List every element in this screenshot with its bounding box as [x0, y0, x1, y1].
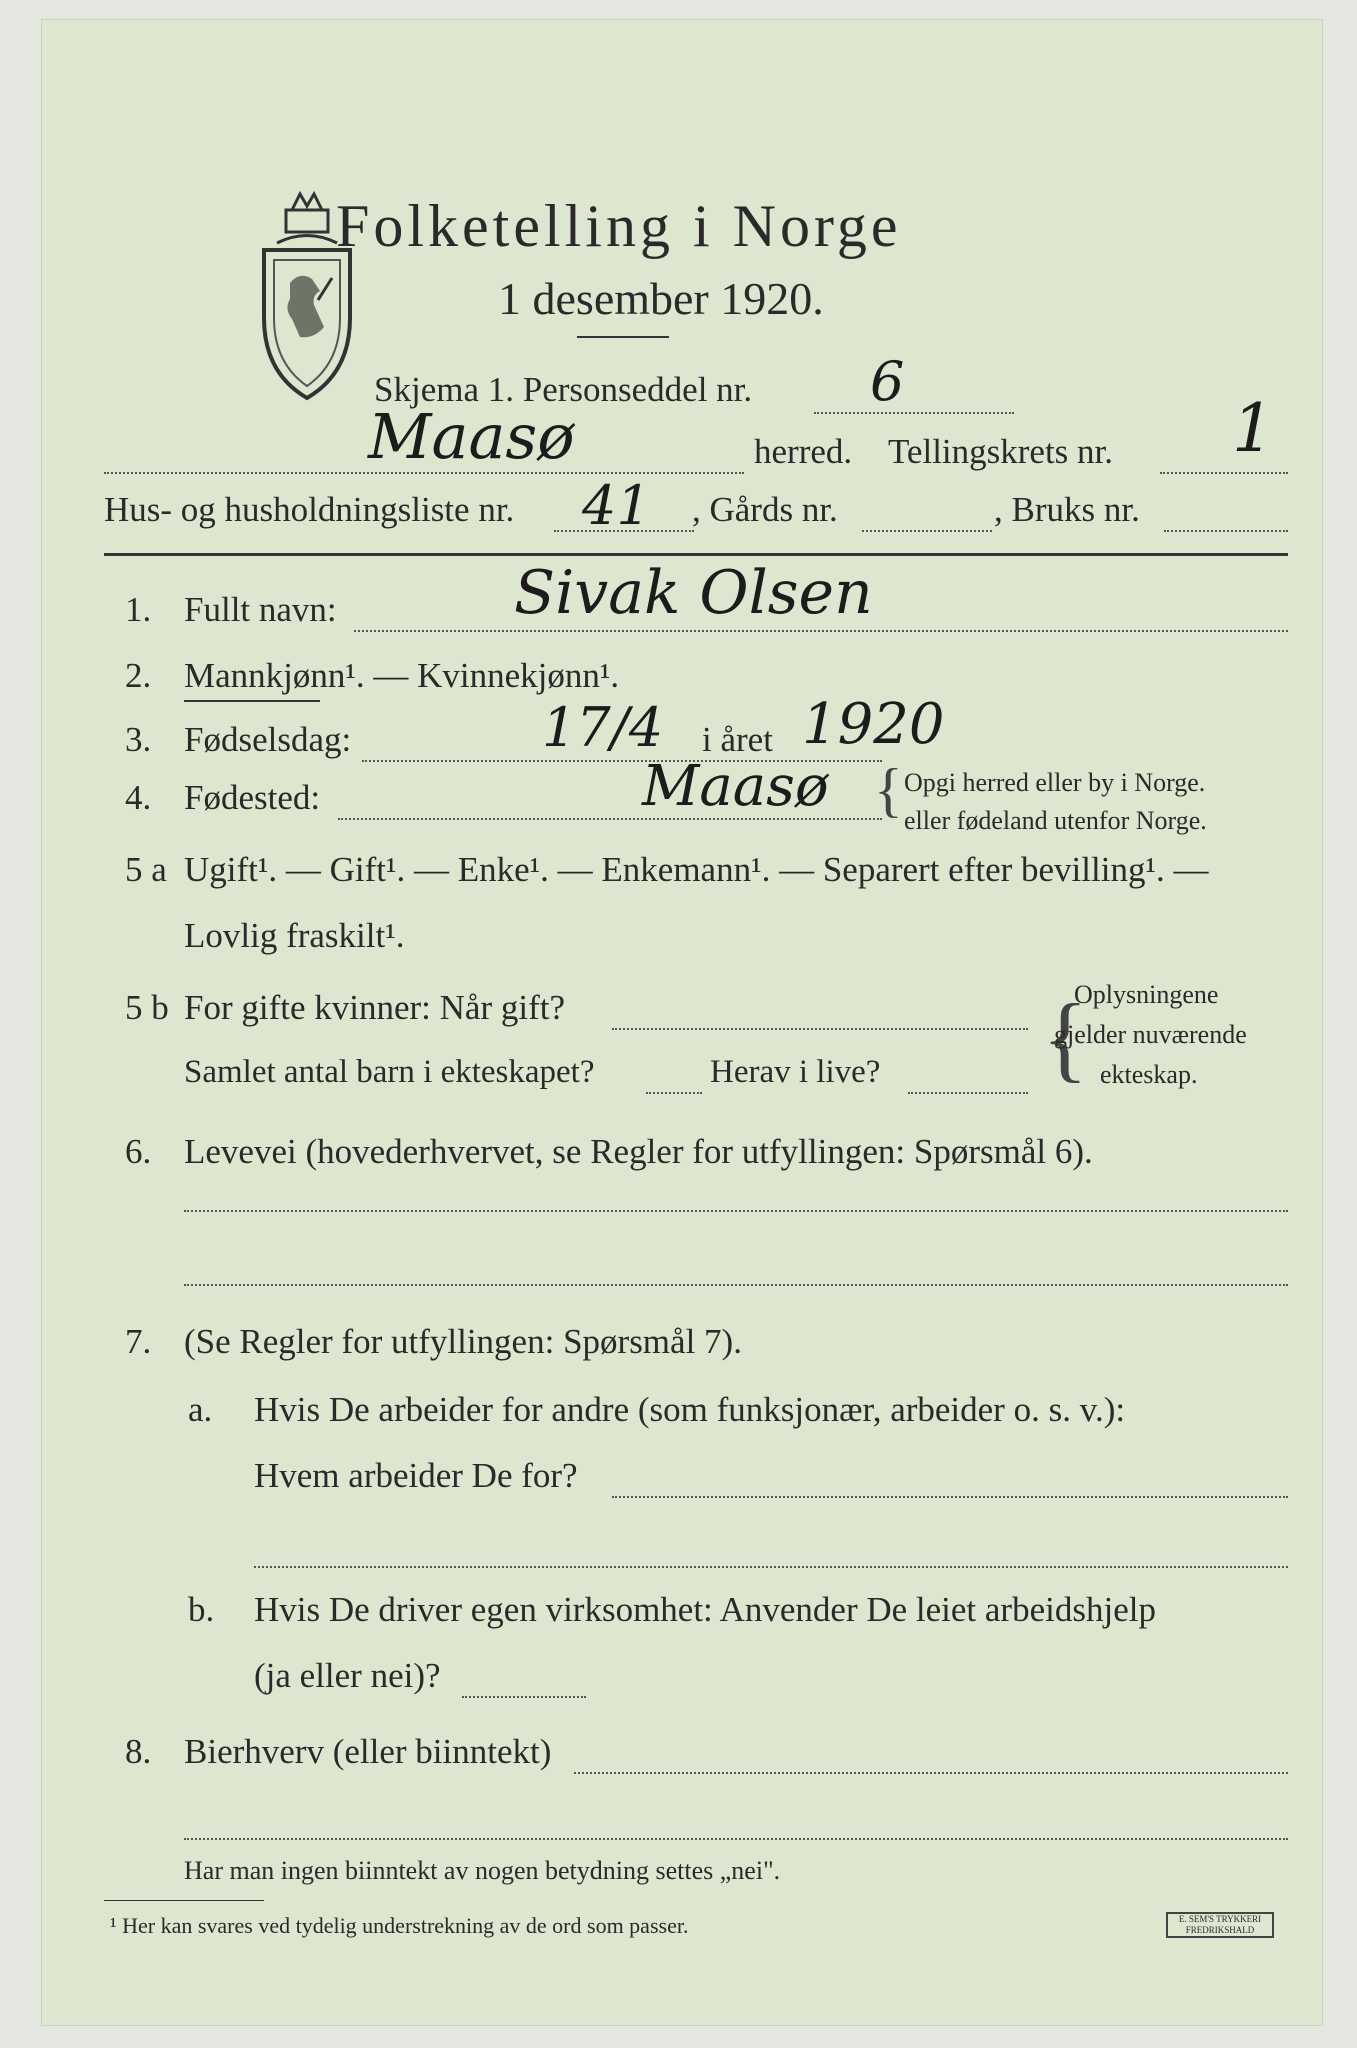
- hus-value[interactable]: 41: [582, 474, 651, 537]
- q7a-line-1: [612, 1496, 1288, 1498]
- q4-note-2: eller fødeland utenfor Norge.: [904, 806, 1207, 835]
- q1-line: [354, 630, 1288, 632]
- q1-full-name-value[interactable]: Sivak Olsen: [514, 558, 873, 628]
- bruks-label: , Bruks nr.: [994, 490, 1140, 529]
- q7b-label-2: (ja eller nei)?: [254, 1656, 441, 1695]
- q5b-alive-line: [908, 1092, 1028, 1094]
- census-form-sheet: [42, 20, 1322, 2025]
- q4-number: 4.: [125, 778, 152, 817]
- q7a-label: Hvis De arbeider for andre (som funksjonær, arbeider o. s. v.):: [254, 1390, 1126, 1429]
- q5b-alive-label: Herav i live?: [710, 1054, 881, 1090]
- q3-year-value[interactable]: 1920: [802, 692, 945, 757]
- q6-number: 6.: [125, 1132, 152, 1171]
- header-rule: [104, 553, 1288, 556]
- herred-value[interactable]: Maasø: [368, 400, 575, 473]
- q6-line-2: [184, 1284, 1288, 1286]
- footnote-rule: [104, 1900, 264, 1901]
- q4-brace: {: [874, 757, 903, 823]
- gaards-line: [862, 530, 992, 532]
- q1-number: 1.: [125, 590, 152, 629]
- tellingskrets-label: Tellingskrets nr.: [888, 432, 1114, 471]
- hus-label: Hus- og husholdningsliste nr.: [104, 490, 515, 529]
- printer-stamp: [1166, 1912, 1274, 1938]
- printer-stamp-text: E. SEM'S TRYKKERI FREDRIKSHALD: [1178, 1914, 1262, 1935]
- q4-label: Fødested:: [184, 778, 321, 817]
- q2-label: Mannkjønn¹. — Kvinnekjønn¹.: [184, 656, 620, 695]
- q5b-married-line: [612, 1028, 1028, 1030]
- q7b-letter: b.: [188, 1590, 215, 1629]
- footnote: ¹ Her kan svares ved tydelig understrekning av de ord som passer.: [110, 1913, 689, 1938]
- q3-number: 3.: [125, 720, 152, 759]
- q7a-label-2: Hvem arbeider De for?: [254, 1456, 578, 1495]
- q5b-brace: {: [1042, 984, 1089, 1091]
- q8-line-2: [184, 1838, 1288, 1840]
- schema-nr-line: [814, 412, 1014, 414]
- q3-day-value[interactable]: 17/4: [542, 696, 664, 759]
- q6-label: Levevei (hovederhvervet, se Regler for utfyllingen: Spørsmål 6).: [184, 1132, 1093, 1171]
- q8-line-1: [574, 1772, 1288, 1774]
- tellingskrets-value[interactable]: 1: [1232, 390, 1274, 467]
- q5b-note-1: Oplysningene: [1074, 980, 1219, 1009]
- q5a-label-2: Lovlig fraskilt¹.: [184, 916, 405, 955]
- q7b-label: Hvis De driver egen virksomhet: Anvender De leiet arbeidshjelp: [254, 1590, 1156, 1629]
- herred-label: herred.: [754, 432, 853, 471]
- gaards-label: , Gårds nr.: [692, 490, 838, 529]
- q7a-line-2: [254, 1566, 1288, 1568]
- q7a-letter: a.: [188, 1390, 213, 1429]
- q1-label: Fullt navn:: [184, 590, 337, 629]
- schema-nr-value[interactable]: 6: [870, 350, 905, 413]
- q6-line-1: [184, 1210, 1288, 1212]
- q7-number: 7.: [125, 1322, 152, 1361]
- q3-label: Fødselsdag:: [184, 720, 352, 759]
- q8-number: 8.: [125, 1732, 152, 1771]
- q5b-note-3: ekteskap.: [1100, 1060, 1198, 1089]
- q7b-line: [462, 1696, 586, 1698]
- tellingskrets-line: [1160, 472, 1288, 474]
- q8-note: Har man ingen biinntekt av nogen betydning settes „nei".: [184, 1856, 781, 1885]
- q2-mannkjonn-underline: [184, 700, 320, 702]
- title-divider: [577, 336, 669, 338]
- q5b-label-2: Samlet antal barn i ekteskapet?: [184, 1054, 595, 1090]
- q2-number: 2.: [125, 656, 152, 695]
- q8-label: Bierhverv (eller biinntekt): [184, 1732, 552, 1771]
- q5b-children-line: [646, 1092, 702, 1094]
- bruks-line: [1164, 530, 1288, 532]
- census-date: 1 desember 1920.: [498, 273, 824, 324]
- q7-label: (Se Regler for utfyllingen: Spørsmål 7).: [184, 1322, 742, 1361]
- form-title: Folketelling i Norge: [336, 193, 902, 259]
- q5b-label: For gifte kvinner: Når gift?: [184, 988, 566, 1027]
- q5b-number: 5 b: [125, 988, 169, 1027]
- q4-birthplace-value[interactable]: Maasø: [642, 754, 829, 819]
- q5a-number: 5 a: [125, 850, 167, 889]
- q5a-label: Ugift¹. — Gift¹. — Enke¹. — Enkemann¹. — Separert efter bevilling¹. —: [184, 850, 1209, 889]
- q5b-note-2: gjelder nuværende: [1054, 1020, 1247, 1049]
- q3-year-label: i året: [702, 720, 773, 759]
- schema-label: Skjema 1. Personseddel nr.: [374, 370, 753, 409]
- q4-note-1: Opgi herred eller by i Norge.: [904, 768, 1206, 797]
